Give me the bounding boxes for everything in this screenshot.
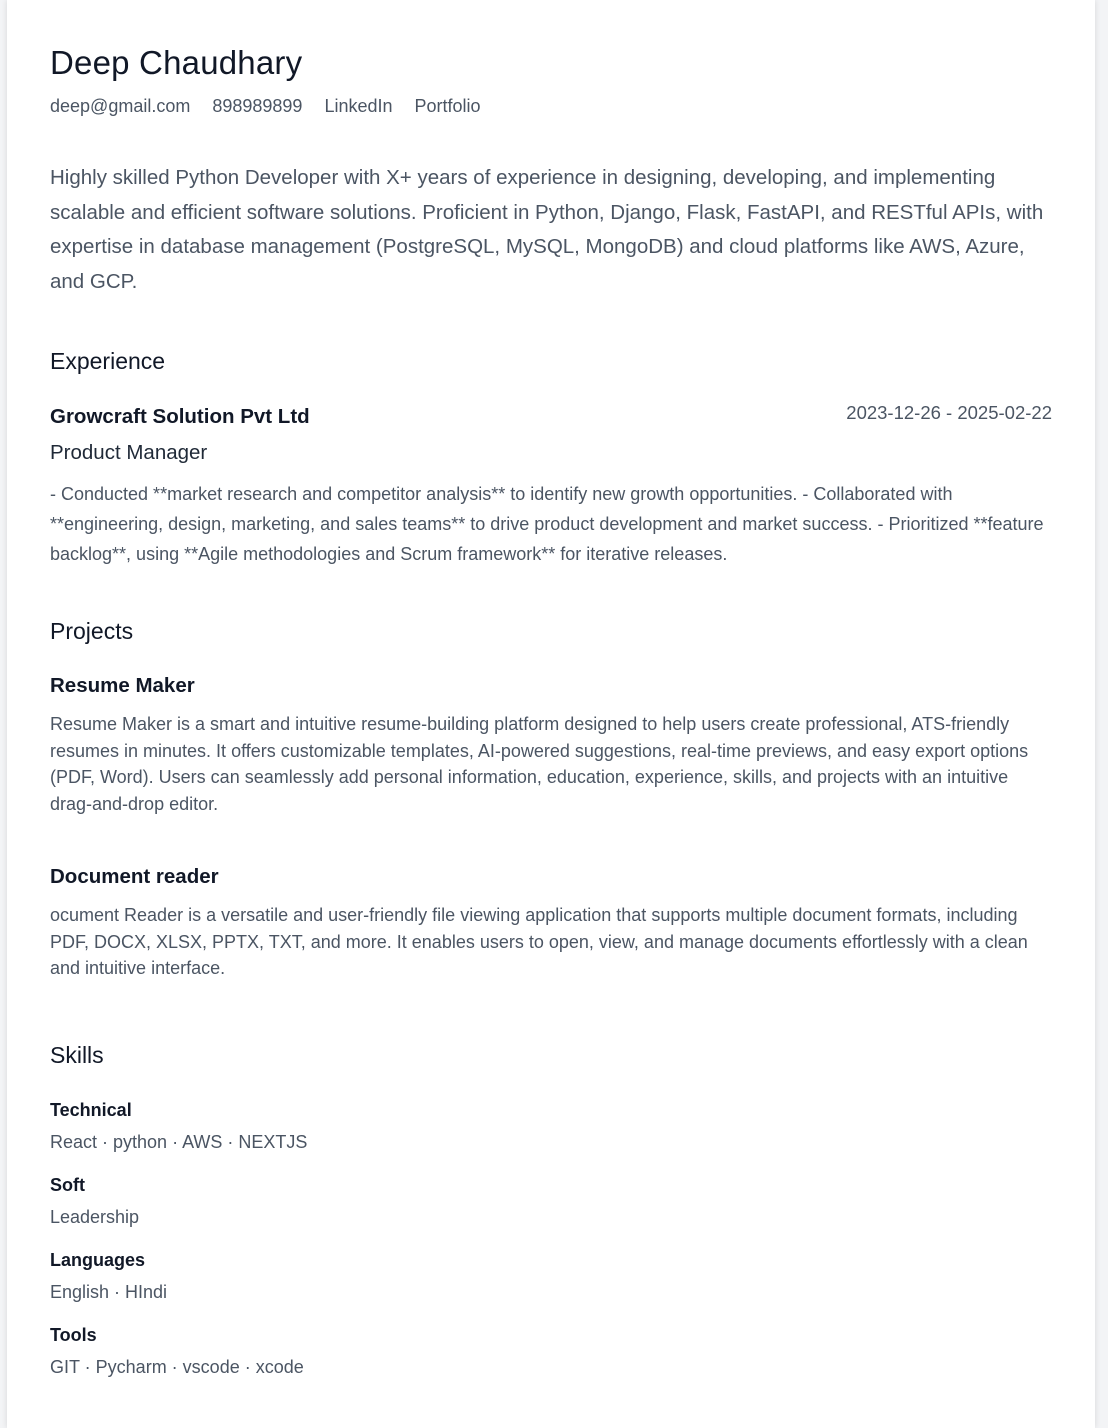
skills-section — [50, 1040, 1052, 1379]
skill-values: React · python · AWS · NEXTJS — [50, 1131, 308, 1152]
projects-section — [50, 616, 1052, 982]
experience-item — [50, 401, 1052, 569]
project-description: Resume Maker is a smart and intuitive resume-building platform designed to help users create professional, ATS-friendly resumes in minutes. It offers customizable templates, AI-powered suggestions, real-time previews, and easy export options (PDF, Word). Users can seamlessly add personal information, education, experience, skills, and projects with an intuitive drag-and-drop editor. — [50, 714, 1029, 814]
experience-heading: Experience — [50, 348, 166, 374]
skill-group-soft — [50, 1173, 1052, 1229]
skill-category: Soft — [50, 1174, 85, 1195]
skills-heading: Skills — [50, 1041, 104, 1068]
skill-category: Technical — [50, 1099, 132, 1120]
skill-values: GIT · Pycharm · vscode · xcode — [50, 1356, 304, 1377]
project-item — [50, 863, 1052, 982]
professional-summary: Highly skilled Python Developer with X+ years of experience in designing, developing, and implementing scalable and efficient software solutions. Proficient in Python, Django, Flask, FastAPI, and RESTful APIs, with expertise in database management (PostgreSQL, MySQL, MongoDB) and cloud platforms like AWS, Azure, and GCP. — [50, 166, 1044, 293]
skill-values: Leadership — [50, 1206, 140, 1227]
skill-group-languages — [50, 1248, 1052, 1304]
skill-category: Tools — [50, 1324, 97, 1345]
skill-values: English · HIndi — [50, 1281, 168, 1302]
email-link[interactable]: deep@gmail.com — [50, 96, 191, 116]
employment-dates: 2023-12-26 - 2025-02-22 — [846, 402, 1052, 423]
skill-category: Languages — [50, 1249, 146, 1270]
company-name: Growcraft Solution Pvt Ltd — [50, 405, 310, 428]
experience-section — [50, 346, 1052, 569]
skill-group-tools — [50, 1323, 1052, 1379]
experience-description: - Conducted **market research and competitor analysis** to identify new growth opportunities. - Collaborated with **engineering, design, marketing, and sales teams** to drive product development and market success. - Prioritized **feature backlog**, using **Agile methodologies and Scrum framework** for iterative releases. — [50, 484, 1044, 564]
project-description: ocument Reader is a versatile and user-friendly file viewing application that supports multiple document formats, including PDF, DOCX, XLSX, PPTX, TXT, and more. It enables users to open, view, and manage documents effortlessly with a clean and intuitive interface. — [50, 905, 1028, 978]
linkedin-link[interactable]: LinkedIn — [324, 96, 393, 116]
contact-row — [50, 94, 1052, 118]
portfolio-link[interactable]: Portfolio — [414, 96, 481, 116]
skill-group-technical — [50, 1098, 1052, 1154]
candidate-name: Deep Chaudhary — [50, 44, 303, 81]
resume-page — [7, 0, 1095, 1428]
phone-link[interactable]: 898989899 — [212, 96, 303, 116]
project-title: Resume Maker — [50, 674, 195, 697]
job-role: Product Manager — [50, 441, 208, 464]
projects-heading: Projects — [50, 618, 134, 644]
project-title: Document reader — [50, 865, 219, 888]
project-item — [50, 672, 1052, 817]
